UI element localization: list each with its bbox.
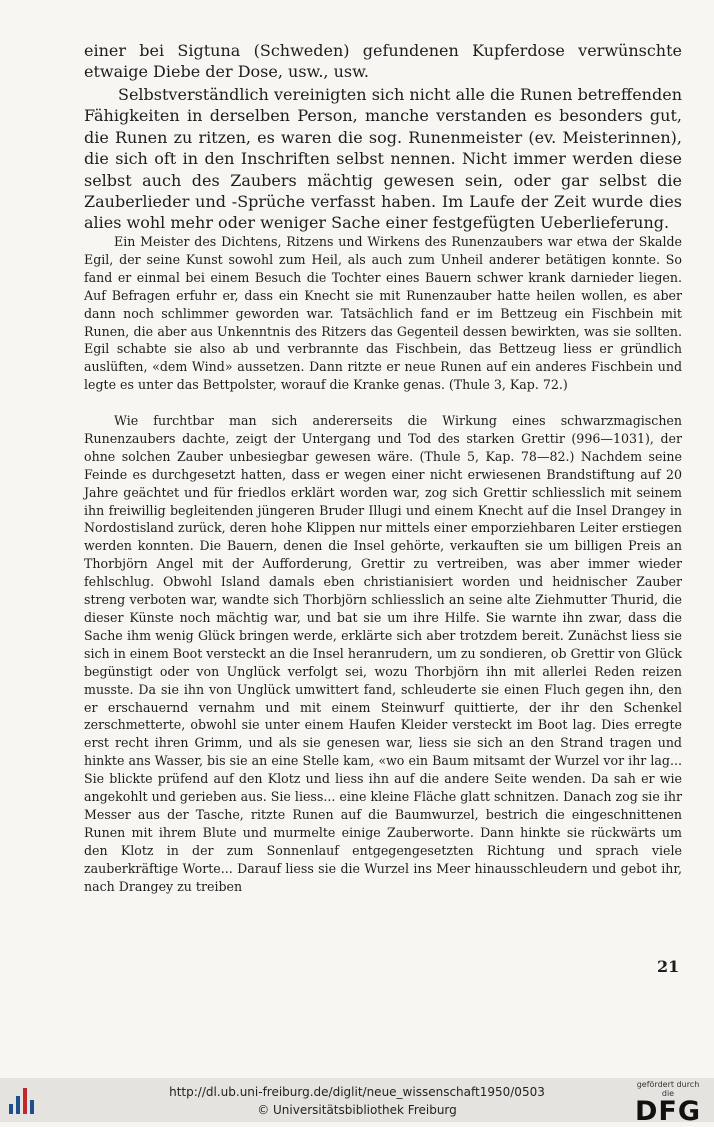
dfg-logo xyxy=(630,1080,706,1126)
source-url-link[interactable]: http://dl.ub.uni-freiburg.de/diglit/neue_wissenschaft1950/0503 xyxy=(169,1085,545,1099)
paragraph-4 xyxy=(84,412,682,895)
paragraph-1 xyxy=(84,40,682,83)
paragraph-2 xyxy=(84,84,682,234)
paragraph-text: Wie furchtbar man sich andererseits die Wirkung eines schwarzmagischen Runenzaubers dachte, zeigt der Untergang und Tod des starken Grettir (996—1031), der ohne solchen Zauber unbesiegbar gewesen wäre. (Thule 5, Kap. 78—82.) Nachdem seine Feinde es durchgesetzt hatten, dass er wegen einer nicht erwiesenen Brandstiftung auf 20 Jahre geächtet und für friedlos erklärt worden war, zog sich Grettir schliesslich mit seinem ihn freiwillig begleitenden jüngeren Bruder Illugi und einem Knecht auf die Insel Drangey in Nordostisland zurück, deren hohe Klippen nur mittels einer emporziehbaren Leiter erstiegen werden konnten. Die Bauern, denen die Insel gehörte, verkauften sie um billigen Preis an Thorbjörn Angel mit der Aufforderung, Grettir zu vertreiben, was aber immer wieder fehlschlug. Obwohl Island damals eben christianisiert worden und heidnischer Zauber streng verboten war, wandte sich Thorbjörn schliesslich an seine alte Ziehmutter Thurid, die dieser Künste noch mächtig war, und bat sie um ihre Hilfe. Sie warnte ihn zwar, dass die Sache ihm wenig Glück bringen werde, erklärte sich aber trotzdem bereit. Zunächst liess sie sich in einem Boot versteckt an die Insel heranrudern, um zu sondieren, ob Grettir von Glück begünstigt oder von Unglück verfolgt sei, wozu Thorbjörn ihn mit allerlei Reden reizen musste. Da sie ihn von Unglück umwittert fand, schleuderte sie einen Fluch gegen ihn, den er erschauernd vernahm und mit einem Steinwurf quittierte, der ihr den Schenkel zerschmetterte, obwohl sie unter einem Haufen Kleider versteckt im Boot lag. Dies erregte erst recht ihren Grimm, und als sie genesen war, liess sie sich an den Strand tragen und hinkte ans Wasser, bis sie an eine Stelle kam, «wo ein Baum mitsamt der Wurzel vor ihr lag... Sie blickte prüfend auf den Klotz und liess ihn auf die andere Seite wenden. Da sah er wie angekohlt und gerieben aus. Sie liess... eine kleine Fläche glatt schnitzen. Danach zog sie ihr Messer aus der Tasche, ritzte Runen auf die Baumwurzel, bestrich die eingeschnittenen Runen mit ihrem Blute und murmelte einige Zauberworte. Dann hinkte sie rückwärts um den Klotz in der zum Sonnenlauf entgegengesetzten Richtung und sprach viele zauberkräftige Worte... Darauf liess sie die Wurzel ins Meer hinausschleudern und gebot ihr, nach Drangey zu treiben xyxy=(84,413,682,894)
page-number: 21 xyxy=(657,957,680,976)
sponsor-text: gefördert durch die xyxy=(636,1080,700,1098)
paragraph-text: Ein Meister des Dichtens, Ritzens und Wirkens des Runenzaubers war etwa der Skalde Egil, der seine Kunst sowohl zum Heil, als auch zum Unheil anderer betätigen konnte. So fand er einmal bei einem Besuch die Tochter eines Bauern schwer krank darnieder liegen. Auf Befragen erfuhr er, dass ein Knecht sie mit Runenzauber hatte heilen wollen, es aber dann noch schlimmer geworden war. Tatsächlich fand er im Bettzeug ein Fischbein mit Runen, die aber aus Unkenntnis des Ritzers das Gegenteil dessen bewirkten, was sie sollten. Egil schabte sie also ab und verbrannte das Fischbein, das Bettzeug liess er gründlich auslüften, «dem Wind» aussetzen. Dann ritzte er neue Runen auf ein anderes Fischbein und legte es unter das Bettpolster, worauf die Kranke genas. (Thule 3, Kap. 72.) xyxy=(84,234,682,393)
paragraph-text: Selbstverständlich vereinigten sich nicht alle die Runen betreffenden Fähigkeiten in derselben Person, manche verstanden es besonders gut, die Runen zu ritzen, es waren die sog. Runenmeister (ev. Meisterinnen), die sich oft in den Inschriften selbst nennen. Nicht immer werden diese selbst auch des Zaubers mächtig gewesen sein, oder gar selbst die Zauberlieder und -Sprüche verfasst haben. Im Laufe der Zeit wurde dies alies wohl mehr oder weniger Sache einer festgefügten Ueberlieferung. xyxy=(84,85,682,233)
dfg-logo-text: DFG xyxy=(634,1096,702,1127)
footer-bar xyxy=(0,1078,714,1127)
paragraph-text: einer bei Sigtuna (Schweden) gefundenen Kupferdose verwünschte etwaige Diebe der Dose, usw., usw. xyxy=(84,41,682,82)
copyright-text: © Universitätsbibliothek Freiburg xyxy=(257,1103,457,1117)
paragraph-3 xyxy=(84,233,682,394)
